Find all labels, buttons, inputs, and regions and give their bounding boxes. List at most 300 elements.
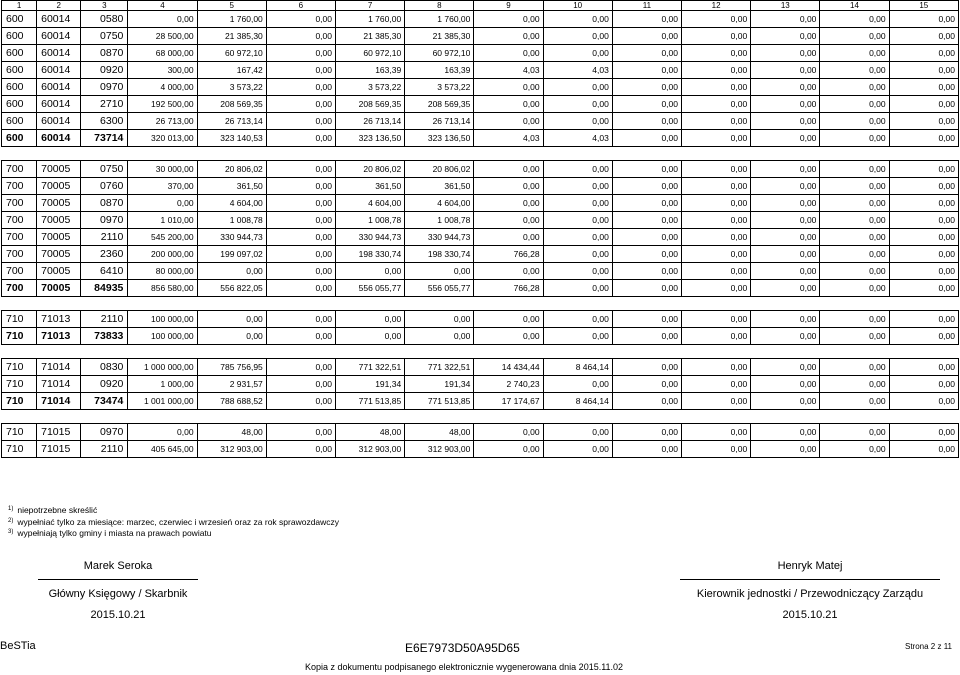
amount-cell: 21 385,30 [197,28,266,45]
amount-cell: 0,00 [751,311,820,328]
amount-cell: 4,03 [543,62,612,79]
amount-cell: 0,00 [889,424,958,441]
amount-cell: 192 500,00 [128,96,197,113]
amount-cell: 0,00 [266,229,335,246]
amount-cell: 0,00 [266,393,335,410]
classification-cell: 710 [2,393,37,410]
amount-cell: 0,00 [889,246,958,263]
amount-cell: 0,00 [543,45,612,62]
amount-cell: 0,00 [612,28,681,45]
amount-cell: 68 000,00 [128,45,197,62]
amount-cell: 0,00 [612,45,681,62]
column-number: 2 [37,1,81,11]
amount-cell: 0,00 [820,441,889,458]
amount-cell: 0,00 [266,62,335,79]
classification-cell: 70005 [37,178,81,195]
amount-cell: 0,00 [266,246,335,263]
amount-cell: 0,00 [682,212,751,229]
amount-cell: 766,28 [474,280,543,297]
amount-cell: 0,00 [612,113,681,130]
classification-cell: 71014 [37,393,81,410]
amount-cell: 0,00 [612,246,681,263]
amount-cell: 0,00 [335,328,404,345]
classification-cell: 600 [2,79,37,96]
amount-cell: 0,00 [266,195,335,212]
classification-cell: 0970 [81,424,128,441]
classification-cell: 700 [2,212,37,229]
amount-cell: 0,00 [820,393,889,410]
classification-cell: 0830 [81,359,128,376]
classification-cell: 73474 [81,393,128,410]
column-number: 10 [543,1,612,11]
amount-cell: 0,00 [889,229,958,246]
classification-cell: 700 [2,229,37,246]
amount-cell: 323 136,50 [405,130,474,147]
amount-cell: 788 688,52 [197,393,266,410]
amount-cell: 0,00 [820,28,889,45]
amount-cell: 48,00 [335,424,404,441]
amount-cell: 100 000,00 [128,311,197,328]
classification-cell: 70005 [37,280,81,297]
amount-cell: 330 944,73 [197,229,266,246]
amount-cell: 0,00 [612,424,681,441]
classification-cell: 6300 [81,113,128,130]
amount-cell: 0,00 [682,376,751,393]
amount-cell: 208 569,35 [405,96,474,113]
amount-cell: 60 972,10 [335,45,404,62]
classification-cell: 710 [2,424,37,441]
amount-cell: 1 001 000,00 [128,393,197,410]
amount-cell: 0,00 [612,96,681,113]
amount-cell: 0,00 [543,212,612,229]
amount-cell: 8 464,14 [543,359,612,376]
amount-cell: 1 760,00 [405,11,474,28]
amount-cell: 0,00 [543,328,612,345]
amount-cell: 0,00 [889,113,958,130]
classification-cell: 600 [2,130,37,147]
amount-cell: 0,00 [266,45,335,62]
group-separator [2,410,959,424]
classification-cell: 0870 [81,45,128,62]
amount-cell: 300,00 [128,62,197,79]
amount-cell: 0,00 [889,11,958,28]
amount-cell: 0,00 [682,161,751,178]
amount-cell: 0,00 [889,96,958,113]
amount-cell: 0,00 [751,246,820,263]
amount-cell: 48,00 [197,424,266,441]
amount-cell: 0,00 [266,311,335,328]
separator-cell [2,345,959,359]
classification-cell: 0870 [81,195,128,212]
table-row [2,195,959,212]
amount-cell: 0,00 [335,263,404,280]
classification-cell: 70005 [37,212,81,229]
amount-cell: 0,00 [889,441,958,458]
classification-cell: 710 [2,376,37,393]
amount-cell: 0,00 [889,393,958,410]
amount-cell: 320 013,00 [128,130,197,147]
amount-cell: 167,42 [197,62,266,79]
amount-cell: 0,00 [266,280,335,297]
amount-cell: 0,00 [820,178,889,195]
amount-cell: 17 174,67 [474,393,543,410]
amount-cell: 20 806,02 [405,161,474,178]
classification-cell: 70005 [37,263,81,280]
amount-cell: 370,00 [128,178,197,195]
table-row [2,45,959,62]
amount-cell: 28 500,00 [128,28,197,45]
amount-cell: 0,00 [543,441,612,458]
amount-cell: 856 580,00 [128,280,197,297]
amount-cell: 26 713,14 [405,113,474,130]
amount-cell: 0,00 [474,113,543,130]
column-number: 4 [128,1,197,11]
amount-cell: 0,00 [266,161,335,178]
column-number: 3 [81,1,128,11]
amount-cell: 0,00 [889,263,958,280]
amount-cell: 0,00 [474,195,543,212]
page-number: Strona 2 z 11 [905,642,952,651]
footnote-text: niepotrzebne skreślić [17,505,98,515]
amount-cell: 556 055,77 [335,280,404,297]
amount-cell: 556 822,05 [197,280,266,297]
amount-cell: 0,00 [889,79,958,96]
amount-cell: 100 000,00 [128,328,197,345]
amount-cell: 0,00 [682,28,751,45]
table-row [2,263,959,280]
amount-cell: 0,00 [543,28,612,45]
classification-cell: 2110 [81,311,128,328]
classification-cell: 600 [2,62,37,79]
amount-cell: 0,00 [612,178,681,195]
amount-cell: 0,00 [751,376,820,393]
amount-cell: 0,00 [889,376,958,393]
footnote [8,516,339,528]
amount-cell: 0,00 [474,212,543,229]
amount-cell: 0,00 [612,441,681,458]
amount-cell: 766,28 [474,246,543,263]
amount-cell: 0,00 [682,311,751,328]
amount-cell: 0,00 [543,280,612,297]
group-separator [2,297,959,311]
amount-cell: 1 760,00 [197,11,266,28]
signature-date: 2015.10.21 [90,609,146,621]
amount-cell: 0,00 [682,246,751,263]
table-row [2,229,959,246]
group-separator [2,345,959,359]
footnote-mark: 1) [8,506,14,512]
amount-cell: 0,00 [543,96,612,113]
table-row [2,11,959,28]
amount-cell: 4 604,00 [197,195,266,212]
amount-cell: 200 000,00 [128,246,197,263]
amount-cell: 0,00 [889,359,958,376]
signer-name: Henryk Matej [777,560,843,572]
amount-cell: 0,00 [474,229,543,246]
classification-cell: 0750 [81,161,128,178]
classification-cell: 73833 [81,328,128,345]
amount-cell: 20 806,02 [335,161,404,178]
amount-cell: 0,00 [474,28,543,45]
amount-cell: 1 010,00 [128,212,197,229]
amount-cell: 0,00 [474,424,543,441]
amount-cell: 0,00 [266,424,335,441]
classification-cell: 710 [2,311,37,328]
amount-cell: 0,00 [751,79,820,96]
amount-cell: 330 944,73 [405,229,474,246]
amount-cell: 0,00 [751,96,820,113]
amount-cell: 0,00 [751,178,820,195]
classification-cell: 700 [2,161,37,178]
amount-cell: 0,00 [543,246,612,263]
amount-cell: 0,00 [543,161,612,178]
amount-cell: 0,00 [820,424,889,441]
amount-cell: 163,39 [405,62,474,79]
amount-cell: 0,00 [266,212,335,229]
amount-cell: 361,50 [197,178,266,195]
amount-cell: 0,00 [751,441,820,458]
classification-cell: 70005 [37,246,81,263]
classification-cell: 2360 [81,246,128,263]
amount-cell: 0,00 [612,263,681,280]
amount-cell: 0,00 [820,246,889,263]
amount-cell: 60 972,10 [197,45,266,62]
table-row [2,96,959,113]
classification-cell: 600 [2,113,37,130]
signature-left [38,560,198,621]
amount-cell: 0,00 [128,195,197,212]
amount-cell: 0,00 [405,328,474,345]
classification-cell: 71013 [37,328,81,345]
total-row [2,130,959,147]
amount-cell: 323 140,53 [197,130,266,147]
amount-cell: 1 008,78 [405,212,474,229]
amount-cell: 0,00 [612,212,681,229]
amount-cell: 0,00 [889,62,958,79]
amount-cell: 0,00 [820,328,889,345]
amount-cell: 0,00 [682,130,751,147]
table-row [2,212,959,229]
amount-cell: 312 903,00 [335,441,404,458]
classification-cell: 60014 [37,79,81,96]
amount-cell: 0,00 [682,263,751,280]
column-number: 6 [266,1,335,11]
amount-cell: 0,00 [820,161,889,178]
total-row [2,393,959,410]
classification-cell: 70005 [37,229,81,246]
total-row [2,328,959,345]
amount-cell: 60 972,10 [405,45,474,62]
amount-cell: 8 464,14 [543,393,612,410]
amount-cell: 3 573,22 [197,79,266,96]
amount-cell: 312 903,00 [197,441,266,458]
amount-cell: 0,00 [266,28,335,45]
table-row [2,62,959,79]
classification-cell: 71013 [37,311,81,328]
amount-cell: 26 713,14 [335,113,404,130]
amount-cell: 0,00 [751,130,820,147]
amount-cell: 0,00 [543,376,612,393]
amount-cell: 0,00 [266,328,335,345]
table-row [2,441,959,458]
signer-name: Marek Seroka [83,560,153,572]
amount-cell: 0,00 [751,424,820,441]
amount-cell: 0,00 [128,424,197,441]
total-row [2,280,959,297]
amount-cell: 0,00 [751,62,820,79]
amount-cell: 0,00 [682,280,751,297]
amount-cell: 0,00 [612,280,681,297]
amount-cell: 0,00 [889,178,958,195]
amount-cell: 0,00 [612,328,681,345]
classification-cell: 2110 [81,229,128,246]
amount-cell: 0,00 [405,263,474,280]
amount-cell: 0,00 [751,393,820,410]
amount-cell: 0,00 [612,376,681,393]
amount-cell: 0,00 [405,311,474,328]
table-row [2,376,959,393]
amount-cell: 1 008,78 [335,212,404,229]
amount-cell: 0,00 [474,263,543,280]
classification-cell: 0580 [81,11,128,28]
separator-cell [2,147,959,161]
amount-cell: 0,00 [820,212,889,229]
amount-cell: 0,00 [682,45,751,62]
amount-cell: 0,00 [682,79,751,96]
amount-cell: 1 000,00 [128,376,197,393]
classification-cell: 0970 [81,212,128,229]
amount-cell: 771 513,85 [335,393,404,410]
amount-cell: 3 573,22 [335,79,404,96]
column-number: 9 [474,1,543,11]
amount-cell: 4,03 [543,130,612,147]
amount-cell: 0,00 [889,311,958,328]
signer-role: Kierownik jednostki / Przewodniczący Zarządu [696,588,924,600]
amount-cell: 0,00 [889,130,958,147]
amount-cell: 0,00 [474,79,543,96]
classification-cell: 700 [2,280,37,297]
amount-cell: 361,50 [405,178,474,195]
amount-cell: 0,00 [474,441,543,458]
amount-cell: 0,00 [474,178,543,195]
amount-cell: 4,03 [474,130,543,147]
classification-cell: 700 [2,195,37,212]
table-row [2,359,959,376]
amount-cell: 0,00 [543,229,612,246]
separator-cell [2,410,959,424]
amount-cell: 0,00 [889,328,958,345]
amount-cell: 0,00 [266,130,335,147]
amount-cell: 771 513,85 [405,393,474,410]
table-row [2,113,959,130]
amount-cell: 0,00 [266,178,335,195]
classification-cell: 60014 [37,11,81,28]
classification-cell: 600 [2,11,37,28]
amount-cell: 771 322,51 [335,359,404,376]
footnote [8,504,339,516]
amount-cell: 0,00 [889,212,958,229]
classification-cell: 71014 [37,376,81,393]
amount-cell: 1 760,00 [335,11,404,28]
amount-cell: 2 931,57 [197,376,266,393]
table-row [2,424,959,441]
amount-cell: 0,00 [751,328,820,345]
amount-cell: 208 569,35 [197,96,266,113]
column-number: 1 [2,1,37,11]
amount-cell: 191,34 [405,376,474,393]
amount-cell: 323 136,50 [335,130,404,147]
amount-cell: 20 806,02 [197,161,266,178]
classification-cell: 710 [2,359,37,376]
amount-cell: 0,00 [543,263,612,280]
amount-cell: 0,00 [820,280,889,297]
amount-cell: 0,00 [682,328,751,345]
amount-cell: 0,00 [266,96,335,113]
classification-cell: 700 [2,178,37,195]
amount-cell: 0,00 [474,96,543,113]
amount-cell: 191,34 [335,376,404,393]
amount-cell: 0,00 [682,11,751,28]
column-number: 12 [682,1,751,11]
amount-cell: 1 008,78 [197,212,266,229]
amount-cell: 0,00 [612,161,681,178]
amount-cell: 0,00 [612,79,681,96]
classification-cell: 700 [2,246,37,263]
signature-line [680,579,940,580]
amount-cell: 0,00 [474,11,543,28]
classification-cell: 0920 [81,62,128,79]
amount-cell: 0,00 [751,195,820,212]
document-hash: E6E7973D50A95D65 [405,641,520,655]
amount-cell: 0,00 [751,280,820,297]
classification-cell: 710 [2,441,37,458]
amount-cell: 0,00 [612,195,681,212]
amount-cell: 198 330,74 [405,246,474,263]
amount-cell: 0,00 [543,113,612,130]
classification-cell: 73714 [81,130,128,147]
amount-cell: 0,00 [820,311,889,328]
amount-cell: 0,00 [889,45,958,62]
column-number: 5 [197,1,266,11]
amount-cell: 30 000,00 [128,161,197,178]
classification-cell: 60014 [37,62,81,79]
column-number: 11 [612,1,681,11]
system-name: BeSTia [0,640,36,652]
amount-cell: 21 385,30 [405,28,474,45]
amount-cell: 0,00 [682,178,751,195]
classification-cell: 600 [2,28,37,45]
amount-cell: 0,00 [543,79,612,96]
amount-cell: 0,00 [266,79,335,96]
amount-cell: 556 055,77 [405,280,474,297]
classification-cell: 60014 [37,113,81,130]
amount-cell: 0,00 [820,359,889,376]
signature-line [38,579,198,580]
column-number: 7 [335,1,404,11]
classification-cell: 6410 [81,263,128,280]
classification-cell: 60014 [37,96,81,113]
classification-cell: 710 [2,328,37,345]
amount-cell: 0,00 [820,11,889,28]
classification-cell: 600 [2,96,37,113]
amount-cell: 198 330,74 [335,246,404,263]
amount-cell: 0,00 [820,229,889,246]
amount-cell: 0,00 [820,79,889,96]
amount-cell: 0,00 [612,311,681,328]
amount-cell: 26 713,00 [128,113,197,130]
footnote-text: wypełniają tylko gminy i miasta na prawach powiatu [17,528,212,538]
classification-cell: 84935 [81,280,128,297]
